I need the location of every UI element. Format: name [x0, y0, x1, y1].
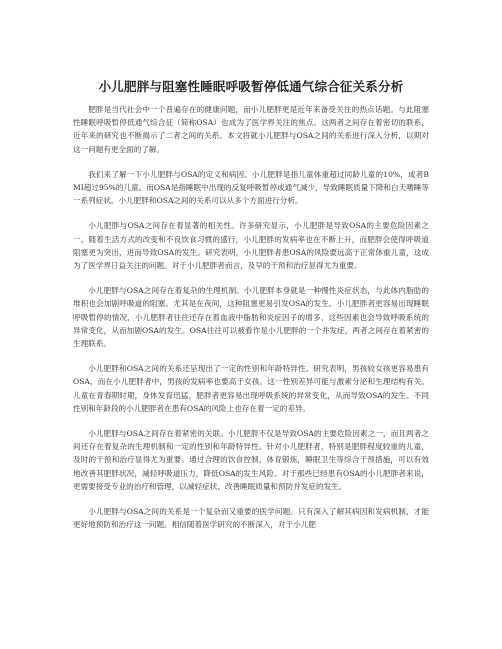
paragraph: 小儿肥胖与OSA之间存在着显著的相关性。许多研究显示，小儿肥胖是导致OSA的主要危险因素之一。随着生活方式的改变和不良饮食习惯的盛行，小儿肥胖的发病率也在不断上升，而肥胖会使得呼吸道阻塞更为突出，进而导致OSA的发生。研究表明，小儿肥胖者患OSA的风险要远高于正常体重儿童，这成为了医学界日益关注的问题。对于小儿肥胖者而言，及早的干预和治疗显得尤为重要。	[73, 221, 429, 271]
paragraph: 小儿肥胖与OSA之间存在着复杂的生理机制。小儿肥胖本身就是一种慢性炎症状态，与此体内脂肪的堆积也会加剧呼吸道的阻塞。尤其是在夜间，这种阻塞更易引发OSA的发生。小儿肥胖者更容易出现睡眠呼吸暂停的情况，小儿肥胖者往往还存在着血液中脂肪和炎症因子的增多，这些因素也会导致呼吸系统的异常变化，从而加剧OSA的发生。OSA往往可以被看作是小儿肥胖的一个并发症，两者之间存在着紧密的生理联系。	[73, 286, 429, 349]
document-body	[73, 103, 429, 543]
paragraph: 小儿肥胖与OSA之间存在着紧密的关联。小儿肥胖不仅是导致OSA的主要危险因素之一，而且两者之间还存在着复杂的生理机制和一定的性别和年龄特异性。针对小儿肥胖者，特别是肥胖程度较重的儿童，及时的干预和治疗显得尤为重要。通过合理的饮食控制，体育锻炼，睡眠卫生等综合干预措施，可以有效地改善其肥胖状况，减轻呼吸道压力，降低OSA的发生风险。对于那些已经患有OSA的小儿肥胖者来说，更需要接受专业的治疗和管理，以减轻症状、改善睡眠质量和预防并发症的发生。	[73, 429, 429, 491]
paragraph: 小儿肥胖与OSA之间的关系是一个复杂而又重要的医学问题。只有深入了解其病因和发病机制，才能更好地预防和治疗这一问题。相信随着医学研究的不断深入，对于小儿肥	[73, 507, 429, 530]
paragraph: 肥胖是当代社会中一个普遍存在的健康问题，而小儿肥胖更是近年来备受关注的热点话题。与此阻塞性睡眠呼吸暂停低通气综合征（简称OSA）也成为了医学界关注的焦点。这两者之间存在着密切的联系，近年来的研究也不断揭示了二者之间的关系。本文将就小儿肥胖与OSA之间的关系进行深入分析，以期对这一问题有更全面的了解。	[73, 105, 429, 154]
paragraph: 我们来了解一下小儿肥胖与OSA的定义和病因。小儿肥胖是指儿童体重超过同龄儿童的10%，或者BMI超过95%的儿童。而OSA是指睡眠中出现的反复呼吸暂停或通气减少，导致睡眠质量下降和白天嗜睡等一系列症状。小儿肥胖和OSA之间的关系可以从多个方面进行分析。	[73, 169, 429, 206]
document-title: 小儿肥胖与阻塞性睡眠呼吸暂停低通气综合征关系分析	[98, 79, 404, 94]
paragraph: 小儿肥胖和OSA之间的关系还呈现出了一定的性别和年龄特异性。研究表明，男孩较女孩更容易患有OSA，而在小儿肥胖者中，男孩的发病率也要高于女孩。这一性别差异可能与激素分泌和生理结构有关。儿童在青春期时期，身体发育迅猛，肥胖者更容易出现呼吸系统的异常变化，从而导致OSA的发生。不同性别和年龄段的小儿肥胖者在患有OSA的风险上也存在着一定的差异。	[73, 364, 429, 413]
